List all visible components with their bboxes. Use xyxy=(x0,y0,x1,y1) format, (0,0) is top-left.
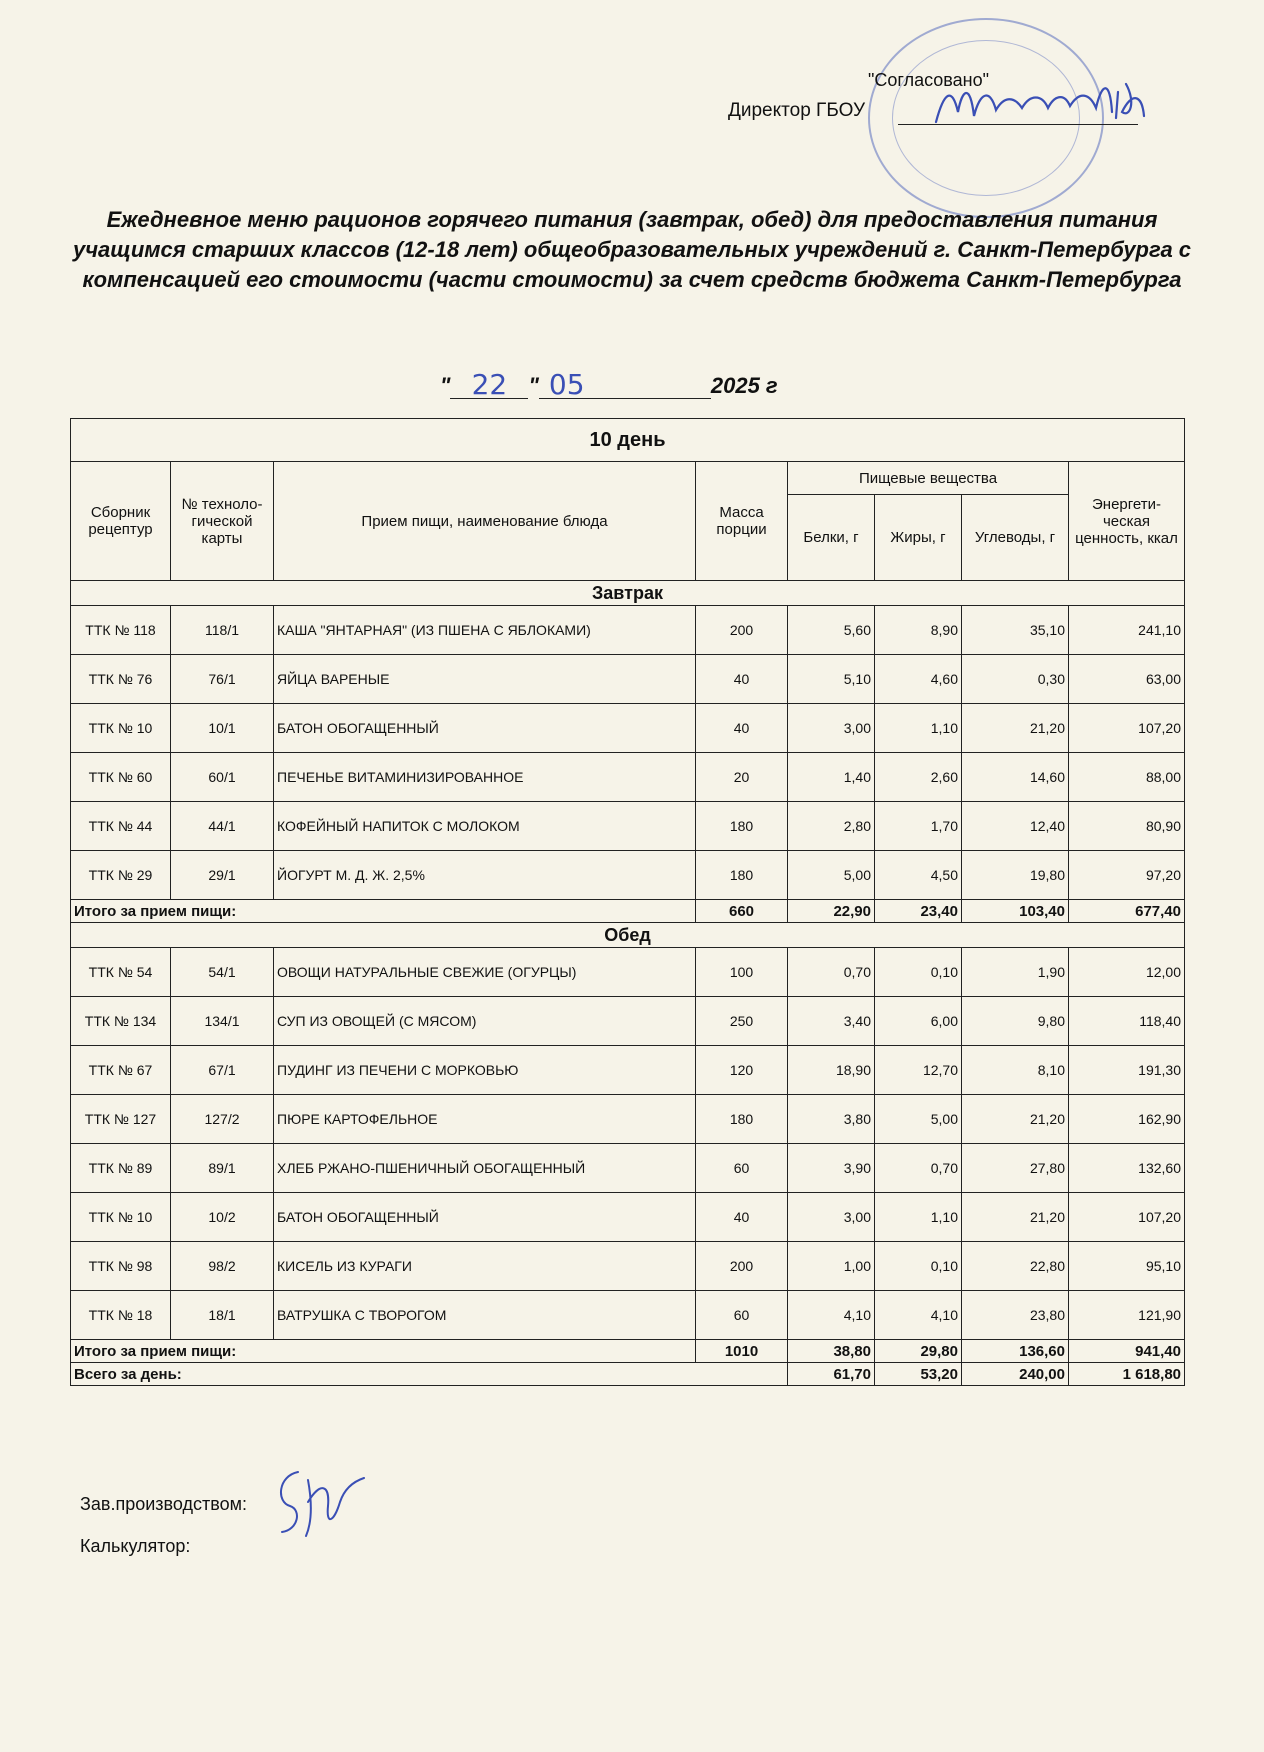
header-mass: Масса порции xyxy=(696,462,788,581)
carbs-value: 8,10 xyxy=(962,1046,1069,1095)
energy-value: 241,10 xyxy=(1069,606,1185,655)
carbs-value: 35,10 xyxy=(962,606,1069,655)
carbs-value: 14,60 xyxy=(962,753,1069,802)
header-collection: Сборник рецептур xyxy=(71,462,171,581)
total-protein: 38,80 xyxy=(788,1340,875,1363)
table-row xyxy=(71,948,1185,997)
total-energy: 941,40 xyxy=(1069,1340,1185,1363)
carbs-value: 23,80 xyxy=(962,1291,1069,1340)
menu-table xyxy=(70,418,1185,1386)
lunch-rows xyxy=(71,948,1185,1340)
energy-value: 80,90 xyxy=(1069,802,1185,851)
portion-mass: 60 xyxy=(696,1291,788,1340)
tech-card-number: 54/1 xyxy=(171,948,274,997)
energy-value: 63,00 xyxy=(1069,655,1185,704)
protein-value: 0,70 xyxy=(788,948,875,997)
header-card-no: № техноло-гической карты xyxy=(171,462,274,581)
energy-value: 107,20 xyxy=(1069,1193,1185,1242)
carbs-value: 21,20 xyxy=(962,1193,1069,1242)
carbs-value: 27,80 xyxy=(962,1144,1069,1193)
portion-mass: 40 xyxy=(696,655,788,704)
dish-name: ОВОЩИ НАТУРАЛЬНЫЕ СВЕЖИЕ (ОГУРЦЫ) xyxy=(274,948,696,997)
total-protein: 22,90 xyxy=(788,900,875,923)
carbs-value: 21,20 xyxy=(962,704,1069,753)
total-carbs: 103,40 xyxy=(962,900,1069,923)
header-fat: Жиры, г xyxy=(875,495,962,581)
dish-name: КАША "ЯНТАРНАЯ" (ИЗ ПШЕНА С ЯБЛОКАМИ) xyxy=(274,606,696,655)
table-row xyxy=(71,753,1185,802)
carbs-value: 21,20 xyxy=(962,1095,1069,1144)
protein-value: 3,00 xyxy=(788,704,875,753)
portion-mass: 200 xyxy=(696,606,788,655)
dish-name: БАТОН ОБОГАЩЕННЫЙ xyxy=(274,1193,696,1242)
tech-card-number: 44/1 xyxy=(171,802,274,851)
header-carbs: Углеводы, г xyxy=(962,495,1069,581)
tech-card-number: 10/1 xyxy=(171,704,274,753)
protein-value: 1,00 xyxy=(788,1242,875,1291)
recipe-collection: ТТК № 44 xyxy=(71,802,171,851)
protein-value: 3,90 xyxy=(788,1144,875,1193)
table-row xyxy=(71,1242,1185,1291)
day-total-row xyxy=(71,1363,1185,1386)
dish-name: СУП ИЗ ОВОЩЕЙ (С МЯСОМ) xyxy=(274,997,696,1046)
carbs-value: 0,30 xyxy=(962,655,1069,704)
energy-value: 107,20 xyxy=(1069,704,1185,753)
protein-value: 2,80 xyxy=(788,802,875,851)
portion-mass: 20 xyxy=(696,753,788,802)
total-carbs: 136,60 xyxy=(962,1340,1069,1363)
fat-value: 4,10 xyxy=(875,1291,962,1340)
recipe-collection: ТТК № 60 xyxy=(71,753,171,802)
dish-name: ХЛЕБ РЖАНО-ПШЕНИЧНЫЙ ОБОГАЩЕННЫЙ xyxy=(274,1144,696,1193)
portion-mass: 200 xyxy=(696,1242,788,1291)
tech-card-number: 76/1 xyxy=(171,655,274,704)
table-row xyxy=(71,1193,1185,1242)
recipe-collection: ТТК № 98 xyxy=(71,1242,171,1291)
fat-value: 4,50 xyxy=(875,851,962,900)
day-total-protein: 61,70 xyxy=(788,1363,875,1386)
date-day: 22 xyxy=(450,372,528,399)
dish-name: КОФЕЙНЫЙ НАПИТОК С МОЛОКОМ xyxy=(274,802,696,851)
portion-mass: 180 xyxy=(696,802,788,851)
breakfast-rows xyxy=(71,606,1185,900)
table-row xyxy=(71,851,1185,900)
total-mass: 660 xyxy=(696,900,788,923)
breakfast-total-row xyxy=(71,900,1185,923)
header-dish: Прием пищи, наименование блюда xyxy=(274,462,696,581)
carbs-value: 19,80 xyxy=(962,851,1069,900)
portion-mass: 40 xyxy=(696,1193,788,1242)
fat-value: 1,10 xyxy=(875,1193,962,1242)
total-label: Итого за прием пищи: xyxy=(71,1340,696,1363)
production-head-signature xyxy=(268,1462,378,1542)
energy-value: 88,00 xyxy=(1069,753,1185,802)
portion-mass: 180 xyxy=(696,1095,788,1144)
recipe-collection: ТТК № 54 xyxy=(71,948,171,997)
date-month: 05 xyxy=(539,372,711,399)
portion-mass: 100 xyxy=(696,948,788,997)
energy-value: 118,40 xyxy=(1069,997,1185,1046)
recipe-collection: ТТК № 67 xyxy=(71,1046,171,1095)
day-total-fat: 53,20 xyxy=(875,1363,962,1386)
recipe-collection: ТТК № 10 xyxy=(71,704,171,753)
energy-value: 162,90 xyxy=(1069,1095,1185,1144)
fat-value: 0,10 xyxy=(875,1242,962,1291)
calculator-label: Калькулятор: xyxy=(80,1536,191,1556)
protein-value: 18,90 xyxy=(788,1046,875,1095)
dish-name: ПУДИНГ ИЗ ПЕЧЕНИ С МОРКОВЬЮ xyxy=(274,1046,696,1095)
energy-value: 191,30 xyxy=(1069,1046,1185,1095)
protein-value: 3,40 xyxy=(788,997,875,1046)
carbs-value: 9,80 xyxy=(962,997,1069,1046)
table-row xyxy=(71,1291,1185,1340)
fat-value: 4,60 xyxy=(875,655,962,704)
dish-name: БАТОН ОБОГАЩЕННЫЙ xyxy=(274,704,696,753)
recipe-collection: ТТК № 10 xyxy=(71,1193,171,1242)
table-row xyxy=(71,704,1185,753)
protein-value: 5,10 xyxy=(788,655,875,704)
portion-mass: 250 xyxy=(696,997,788,1046)
protein-value: 5,00 xyxy=(788,851,875,900)
energy-value: 95,10 xyxy=(1069,1242,1185,1291)
director-label: Директор ГБОУ xyxy=(728,100,866,121)
protein-value: 4,10 xyxy=(788,1291,875,1340)
portion-mass: 180 xyxy=(696,851,788,900)
dish-name: ПЕЧЕНЬЕ ВИТАМИНИЗИРОВАННОЕ xyxy=(274,753,696,802)
tech-card-number: 60/1 xyxy=(171,753,274,802)
dish-name: ВАТРУШКА С ТВОРОГОМ xyxy=(274,1291,696,1340)
protein-value: 3,80 xyxy=(788,1095,875,1144)
tech-card-number: 118/1 xyxy=(171,606,274,655)
protein-value: 3,00 xyxy=(788,1193,875,1242)
table-row xyxy=(71,802,1185,851)
table-row xyxy=(71,997,1185,1046)
recipe-collection: ТТК № 127 xyxy=(71,1095,171,1144)
recipe-collection: ТТК № 18 xyxy=(71,1291,171,1340)
table-row xyxy=(71,1095,1185,1144)
recipe-collection: ТТК № 76 xyxy=(71,655,171,704)
header-nutrients: Пищевые вещества xyxy=(788,462,1069,495)
tech-card-number: 10/2 xyxy=(171,1193,274,1242)
recipe-collection: ТТК № 29 xyxy=(71,851,171,900)
tech-card-number: 127/2 xyxy=(171,1095,274,1144)
date-year: 2025 г xyxy=(710,373,778,398)
document-title: Ежедневное меню рационов горячего питания (завтрак, обед) для предоставления питания учащимся старших классов (12-18 лет) общеобразовательных учреждений г. Санкт-Петербурга с компенсацией его стоимости (части стоимости) за счет средств бюджета Санкт-Петербурга xyxy=(72,207,1192,292)
recipe-collection: ТТК № 134 xyxy=(71,997,171,1046)
recipe-collection: ТТК № 89 xyxy=(71,1144,171,1193)
dish-name: КИСЕЛЬ ИЗ КУРАГИ xyxy=(274,1242,696,1291)
fat-value: 5,00 xyxy=(875,1095,962,1144)
energy-value: 132,60 xyxy=(1069,1144,1185,1193)
table-row xyxy=(71,1046,1185,1095)
tech-card-number: 67/1 xyxy=(171,1046,274,1095)
total-fat: 23,40 xyxy=(875,900,962,923)
fat-value: 8,90 xyxy=(875,606,962,655)
tech-card-number: 18/1 xyxy=(171,1291,274,1340)
carbs-value: 1,90 xyxy=(962,948,1069,997)
recipe-collection: ТТК № 118 xyxy=(71,606,171,655)
table-row xyxy=(71,655,1185,704)
header-protein: Белки, г xyxy=(788,495,875,581)
dish-name: ЯЙЦА ВАРЕНЫЕ xyxy=(274,655,696,704)
portion-mass: 60 xyxy=(696,1144,788,1193)
lunch-total-row xyxy=(71,1340,1185,1363)
production-head-label: Зав.производством: xyxy=(80,1494,247,1514)
carbs-value: 22,80 xyxy=(962,1242,1069,1291)
fat-value: 0,10 xyxy=(875,948,962,997)
portion-mass: 40 xyxy=(696,704,788,753)
day-total-energy: 1 618,80 xyxy=(1069,1363,1185,1386)
portion-mass: 120 xyxy=(696,1046,788,1095)
total-label: Итого за прием пищи: xyxy=(71,900,696,923)
day-total-carbs: 240,00 xyxy=(962,1363,1069,1386)
tech-card-number: 29/1 xyxy=(171,851,274,900)
total-fat: 29,80 xyxy=(875,1340,962,1363)
document-date: " 22 " 05 2025 г xyxy=(440,368,778,401)
energy-value: 121,90 xyxy=(1069,1291,1185,1340)
day-total-label: Всего за день: xyxy=(71,1363,788,1386)
tech-card-number: 134/1 xyxy=(171,997,274,1046)
day-title: 10 день xyxy=(71,419,1185,462)
dish-name: ЙОГУРТ М. Д. Ж. 2,5% xyxy=(274,851,696,900)
tech-card-number: 89/1 xyxy=(171,1144,274,1193)
fat-value: 1,70 xyxy=(875,802,962,851)
tech-card-number: 98/2 xyxy=(171,1242,274,1291)
dish-name: ПЮРЕ КАРТОФЕЛЬНОЕ xyxy=(274,1095,696,1144)
fat-value: 0,70 xyxy=(875,1144,962,1193)
table-row xyxy=(71,606,1185,655)
protein-value: 5,60 xyxy=(788,606,875,655)
protein-value: 1,40 xyxy=(788,753,875,802)
approval-label: "Согласовано" xyxy=(868,70,990,90)
fat-value: 12,70 xyxy=(875,1046,962,1095)
table-row xyxy=(71,1144,1185,1193)
energy-value: 12,00 xyxy=(1069,948,1185,997)
total-energy: 677,40 xyxy=(1069,900,1185,923)
section-lunch: Обед xyxy=(71,923,1185,948)
energy-value: 97,20 xyxy=(1069,851,1185,900)
fat-value: 1,10 xyxy=(875,704,962,753)
section-breakfast: Завтрак xyxy=(71,581,1185,606)
fat-value: 2,60 xyxy=(875,753,962,802)
director-signature xyxy=(930,72,1150,136)
fat-value: 6,00 xyxy=(875,997,962,1046)
carbs-value: 12,40 xyxy=(962,802,1069,851)
total-mass: 1010 xyxy=(696,1340,788,1363)
header-energy: Энергети-ческая ценность, ккал xyxy=(1069,462,1185,581)
